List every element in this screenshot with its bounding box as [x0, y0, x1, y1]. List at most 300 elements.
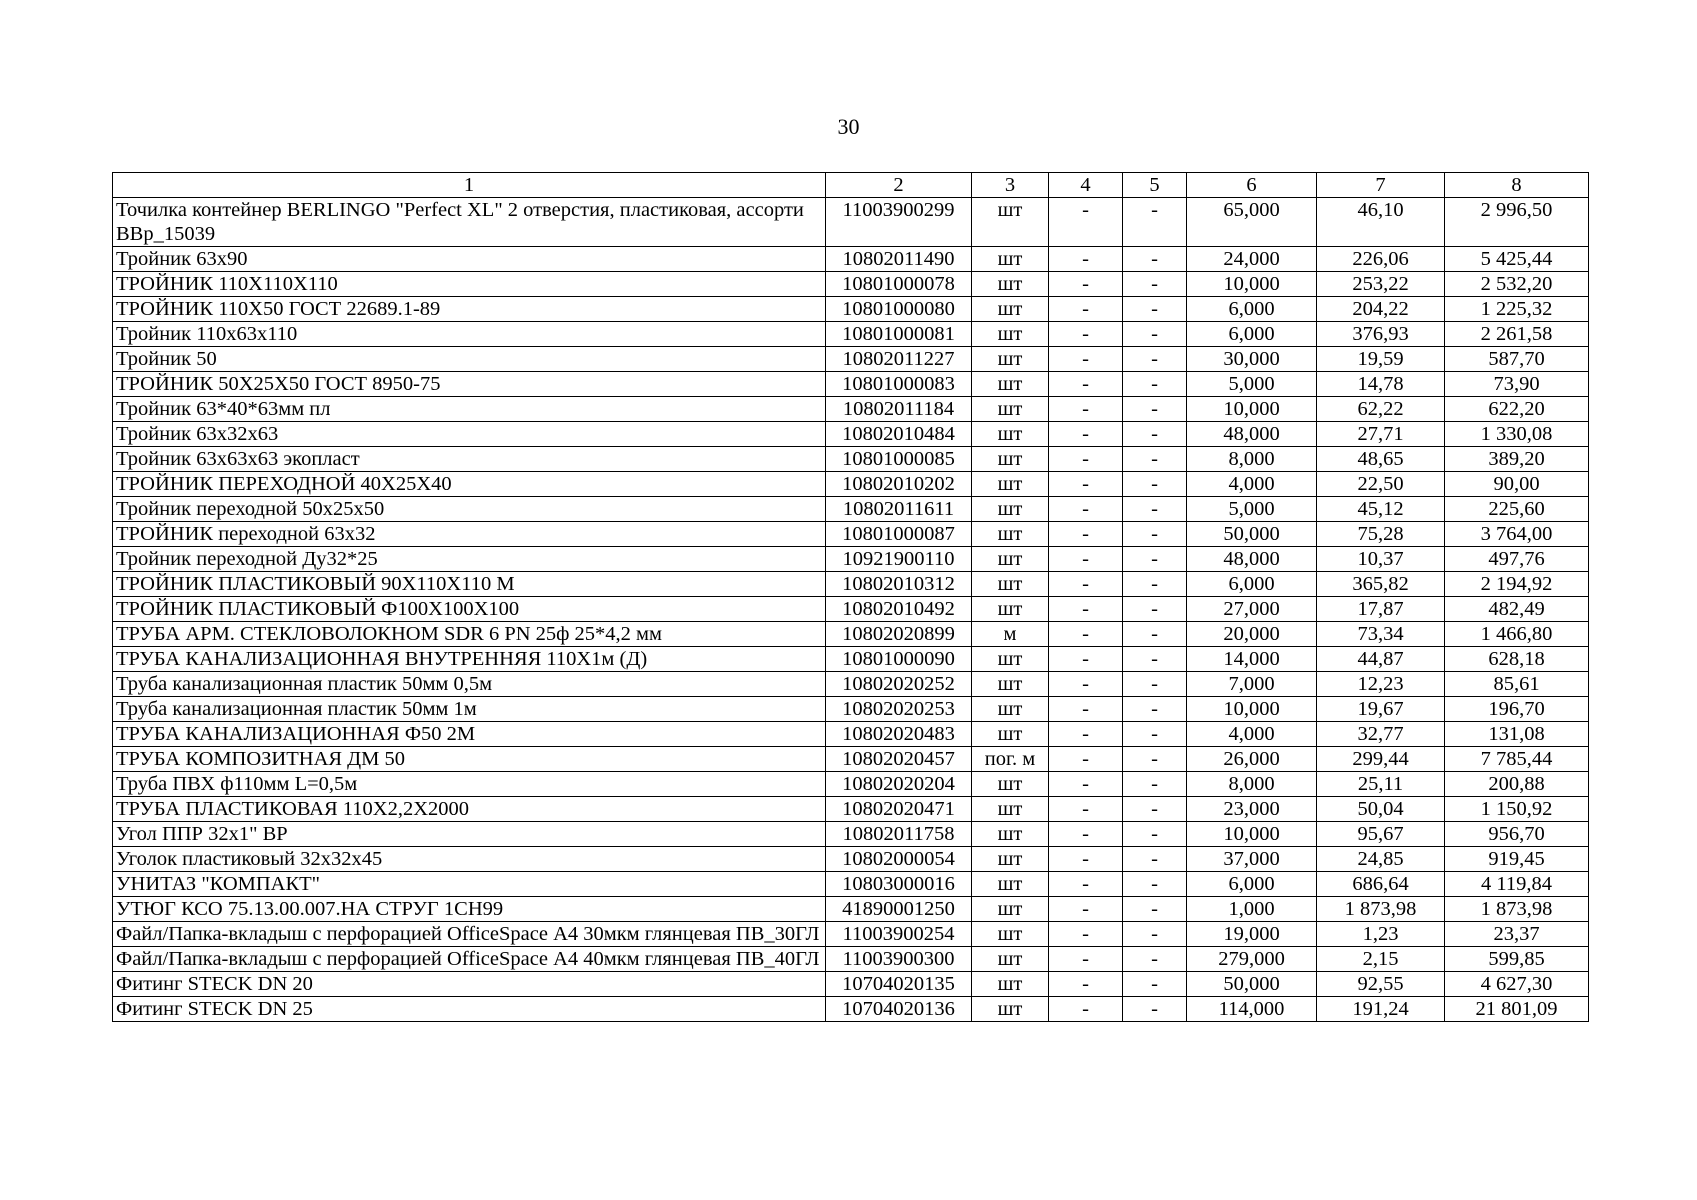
- item-name-cell: ТРОЙНИК ПЛАСТИКОВЫЙ 90Х110Х110 М: [113, 572, 826, 597]
- unit-cell: шт: [972, 347, 1049, 372]
- col4-value-cell: -: [1049, 272, 1123, 297]
- table-body: [113, 173, 1589, 1022]
- col5-value-cell: -: [1123, 347, 1187, 372]
- col5-value-cell: -: [1123, 272, 1187, 297]
- col4-value-cell: -: [1049, 922, 1123, 947]
- price-cell: 17,87: [1317, 597, 1445, 622]
- col4-value-cell: -: [1049, 247, 1123, 272]
- col5-value-cell: -: [1123, 847, 1187, 872]
- col4-value-cell: -: [1049, 522, 1123, 547]
- amount-cell: 1 150,92: [1445, 797, 1589, 822]
- col5-value-cell: -: [1123, 322, 1187, 347]
- price-cell: 10,37: [1317, 547, 1445, 572]
- quantity-cell: 8,000: [1187, 772, 1317, 797]
- col4-value-cell: -: [1049, 422, 1123, 447]
- price-cell: 75,28: [1317, 522, 1445, 547]
- col4-value-cell: -: [1049, 622, 1123, 647]
- unit-cell: шт: [972, 772, 1049, 797]
- amount-cell: 196,70: [1445, 697, 1589, 722]
- price-cell: 27,71: [1317, 422, 1445, 447]
- table-row: [113, 497, 1589, 522]
- amount-cell: 131,08: [1445, 722, 1589, 747]
- amount-cell: 628,18: [1445, 647, 1589, 672]
- unit-cell: шт: [972, 272, 1049, 297]
- table-row: [113, 822, 1589, 847]
- quantity-cell: 6,000: [1187, 297, 1317, 322]
- unit-cell: шт: [972, 697, 1049, 722]
- col5-value-cell: -: [1123, 597, 1187, 622]
- item-code-cell: 11003900254: [826, 922, 972, 947]
- table-row: [113, 747, 1589, 772]
- amount-cell: 587,70: [1445, 347, 1589, 372]
- quantity-cell: 20,000: [1187, 622, 1317, 647]
- item-code-cell: 10801000087: [826, 522, 972, 547]
- item-name-cell: Угол ППР 32х1" ВР: [113, 822, 826, 847]
- price-cell: 25,11: [1317, 772, 1445, 797]
- item-code-cell: 10704020135: [826, 972, 972, 997]
- price-cell: 92,55: [1317, 972, 1445, 997]
- col4-value-cell: -: [1049, 972, 1123, 997]
- item-code-cell: 10802020204: [826, 772, 972, 797]
- column-number-6: 6: [1187, 173, 1317, 198]
- table-row: [113, 247, 1589, 272]
- item-name-cell: Точилка контейнер BERLINGO "Perfect XL" 2 отверстия, пластиковая, ассорти BBp_15039: [113, 198, 826, 247]
- unit-cell: пог. м: [972, 747, 1049, 772]
- amount-cell: 85,61: [1445, 672, 1589, 697]
- amount-cell: 622,20: [1445, 397, 1589, 422]
- item-code-cell: 10802010202: [826, 472, 972, 497]
- item-name-cell: ТРУБА КОМПОЗИТНАЯ ДМ 50: [113, 747, 826, 772]
- price-cell: 44,87: [1317, 647, 1445, 672]
- item-code-cell: 10802020899: [826, 622, 972, 647]
- col4-value-cell: -: [1049, 397, 1123, 422]
- item-name-cell: ТРУБА АРМ. СТЕКЛОВОЛОКНОМ SDR 6 PN 25ф 25*4,2 мм: [113, 622, 826, 647]
- column-number-5: 5: [1123, 173, 1187, 198]
- quantity-cell: 23,000: [1187, 797, 1317, 822]
- column-number-3: 3: [972, 173, 1049, 198]
- unit-cell: шт: [972, 372, 1049, 397]
- item-name-cell: Файл/Папка-вкладыш с перфорацией OfficeSpace А4 40мкм глянцевая ПВ_40ГЛ: [113, 947, 826, 972]
- amount-cell: 90,00: [1445, 472, 1589, 497]
- col4-value-cell: -: [1049, 672, 1123, 697]
- col5-value-cell: -: [1123, 622, 1187, 647]
- col4-value-cell: -: [1049, 897, 1123, 922]
- unit-cell: шт: [972, 247, 1049, 272]
- item-name-cell: Тройник переходной 50х25х50: [113, 497, 826, 522]
- col5-value-cell: -: [1123, 897, 1187, 922]
- price-cell: 299,44: [1317, 747, 1445, 772]
- item-code-cell: 10802011611: [826, 497, 972, 522]
- quantity-cell: 6,000: [1187, 872, 1317, 897]
- table-row: [113, 472, 1589, 497]
- col5-value-cell: -: [1123, 522, 1187, 547]
- amount-cell: 2 261,58: [1445, 322, 1589, 347]
- table-row: [113, 972, 1589, 997]
- price-cell: 365,82: [1317, 572, 1445, 597]
- quantity-cell: 10,000: [1187, 697, 1317, 722]
- amount-cell: 2 194,92: [1445, 572, 1589, 597]
- item-name-cell: Уголок пластиковый 32х32х45: [113, 847, 826, 872]
- col5-value-cell: -: [1123, 447, 1187, 472]
- col4-value-cell: -: [1049, 872, 1123, 897]
- col5-value-cell: -: [1123, 198, 1187, 247]
- amount-cell: 23,37: [1445, 922, 1589, 947]
- col4-value-cell: -: [1049, 947, 1123, 972]
- col5-value-cell: -: [1123, 947, 1187, 972]
- table-row: [113, 198, 1589, 247]
- col5-value-cell: -: [1123, 247, 1187, 272]
- col5-value-cell: -: [1123, 797, 1187, 822]
- col4-value-cell: -: [1049, 198, 1123, 247]
- item-name-cell: Фитинг STECK DN 25: [113, 997, 826, 1022]
- item-name-cell: Тройник 63х90: [113, 247, 826, 272]
- price-cell: 204,22: [1317, 297, 1445, 322]
- price-cell: 50,04: [1317, 797, 1445, 822]
- quantity-cell: 5,000: [1187, 497, 1317, 522]
- table-row: [113, 397, 1589, 422]
- unit-cell: шт: [972, 872, 1049, 897]
- quantity-cell: 10,000: [1187, 272, 1317, 297]
- item-code-cell: 10921900110: [826, 547, 972, 572]
- quantity-cell: 114,000: [1187, 997, 1317, 1022]
- col4-value-cell: -: [1049, 797, 1123, 822]
- price-cell: 12,23: [1317, 672, 1445, 697]
- item-name-cell: Тройник переходной Ду32*25: [113, 547, 826, 572]
- price-cell: 19,59: [1317, 347, 1445, 372]
- unit-cell: шт: [972, 547, 1049, 572]
- unit-cell: шт: [972, 447, 1049, 472]
- price-cell: 95,67: [1317, 822, 1445, 847]
- unit-cell: шт: [972, 847, 1049, 872]
- col5-value-cell: -: [1123, 547, 1187, 572]
- col4-value-cell: -: [1049, 472, 1123, 497]
- table-header-row: [113, 173, 1589, 198]
- quantity-cell: 27,000: [1187, 597, 1317, 622]
- col5-value-cell: -: [1123, 822, 1187, 847]
- table-row: [113, 772, 1589, 797]
- item-name-cell: УНИТАЗ "КОМПАКТ": [113, 872, 826, 897]
- column-number-7: 7: [1317, 173, 1445, 198]
- table-row: [113, 597, 1589, 622]
- col4-value-cell: -: [1049, 547, 1123, 572]
- col4-value-cell: -: [1049, 647, 1123, 672]
- unit-cell: шт: [972, 472, 1049, 497]
- unit-cell: шт: [972, 322, 1049, 347]
- item-name-cell: Тройник 63х63х63 экопласт: [113, 447, 826, 472]
- price-cell: 191,24: [1317, 997, 1445, 1022]
- item-name-cell: ТРОЙНИК ПЕРЕХОДНОЙ 40Х25Х40: [113, 472, 826, 497]
- amount-cell: 1 225,32: [1445, 297, 1589, 322]
- item-code-cell: 10802011490: [826, 247, 972, 272]
- col5-value-cell: -: [1123, 872, 1187, 897]
- price-cell: 45,12: [1317, 497, 1445, 522]
- amount-cell: 4 627,30: [1445, 972, 1589, 997]
- price-cell: 2,15: [1317, 947, 1445, 972]
- quantity-cell: 6,000: [1187, 322, 1317, 347]
- unit-cell: шт: [972, 297, 1049, 322]
- col4-value-cell: -: [1049, 447, 1123, 472]
- col4-value-cell: -: [1049, 772, 1123, 797]
- quantity-cell: 5,000: [1187, 372, 1317, 397]
- col5-value-cell: -: [1123, 672, 1187, 697]
- table-row: [113, 922, 1589, 947]
- table-row: [113, 447, 1589, 472]
- amount-cell: 225,60: [1445, 497, 1589, 522]
- item-code-cell: 10802011758: [826, 822, 972, 847]
- price-cell: 46,10: [1317, 198, 1445, 247]
- amount-cell: 482,49: [1445, 597, 1589, 622]
- col5-value-cell: -: [1123, 722, 1187, 747]
- item-code-cell: 10802020457: [826, 747, 972, 772]
- item-code-cell: 10802020252: [826, 672, 972, 697]
- item-code-cell: 10801000083: [826, 372, 972, 397]
- price-cell: 14,78: [1317, 372, 1445, 397]
- amount-cell: 2 996,50: [1445, 198, 1589, 247]
- item-name-cell: Труба канализационная пластик 50мм 0,5м: [113, 672, 826, 697]
- quantity-cell: 4,000: [1187, 722, 1317, 747]
- table-row: [113, 347, 1589, 372]
- quantity-cell: 4,000: [1187, 472, 1317, 497]
- item-code-cell: 10801000078: [826, 272, 972, 297]
- price-cell: 19,67: [1317, 697, 1445, 722]
- col4-value-cell: -: [1049, 597, 1123, 622]
- price-cell: 32,77: [1317, 722, 1445, 747]
- col5-value-cell: -: [1123, 697, 1187, 722]
- col4-value-cell: -: [1049, 297, 1123, 322]
- table-row: [113, 797, 1589, 822]
- item-name-cell: Фитинг STECK DN 20: [113, 972, 826, 997]
- page-number: 30: [837, 114, 860, 139]
- table-row: [113, 622, 1589, 647]
- amount-cell: 599,85: [1445, 947, 1589, 972]
- quantity-cell: 26,000: [1187, 747, 1317, 772]
- item-code-cell: 10802020483: [826, 722, 972, 747]
- item-name-cell: ТРОЙНИК 110Х110Х110: [113, 272, 826, 297]
- column-number-2: 2: [826, 173, 972, 198]
- col4-value-cell: -: [1049, 822, 1123, 847]
- price-cell: 253,22: [1317, 272, 1445, 297]
- table-row: [113, 422, 1589, 447]
- quantity-cell: 24,000: [1187, 247, 1317, 272]
- column-number-1: 1: [113, 173, 826, 198]
- table-row: [113, 947, 1589, 972]
- amount-cell: 919,45: [1445, 847, 1589, 872]
- col5-value-cell: -: [1123, 572, 1187, 597]
- price-cell: 73,34: [1317, 622, 1445, 647]
- price-cell: 1,23: [1317, 922, 1445, 947]
- item-name-cell: Файл/Папка-вкладыш с перфорацией OfficeSpace А4 30мкм глянцевая ПВ_30ГЛ: [113, 922, 826, 947]
- item-code-cell: 11003900300: [826, 947, 972, 972]
- unit-cell: шт: [972, 397, 1049, 422]
- inventory-table: [112, 172, 1589, 1022]
- unit-cell: шт: [972, 422, 1049, 447]
- item-code-cell: 41890001250: [826, 897, 972, 922]
- quantity-cell: 6,000: [1187, 572, 1317, 597]
- item-code-cell: 10801000085: [826, 447, 972, 472]
- item-name-cell: Тройник 50: [113, 347, 826, 372]
- col5-value-cell: -: [1123, 372, 1187, 397]
- amount-cell: 3 764,00: [1445, 522, 1589, 547]
- col5-value-cell: -: [1123, 922, 1187, 947]
- col4-value-cell: -: [1049, 997, 1123, 1022]
- quantity-cell: 7,000: [1187, 672, 1317, 697]
- item-code-cell: 10802020253: [826, 697, 972, 722]
- table-row: [113, 722, 1589, 747]
- col5-value-cell: -: [1123, 972, 1187, 997]
- item-code-cell: 10801000090: [826, 647, 972, 672]
- quantity-cell: 50,000: [1187, 522, 1317, 547]
- unit-cell: шт: [972, 797, 1049, 822]
- amount-cell: 2 532,20: [1445, 272, 1589, 297]
- col5-value-cell: -: [1123, 472, 1187, 497]
- unit-cell: шт: [972, 497, 1049, 522]
- item-name-cell: Труба канализационная пластик 50мм 1м: [113, 697, 826, 722]
- item-code-cell: 10802010312: [826, 572, 972, 597]
- unit-cell: шт: [972, 947, 1049, 972]
- unit-cell: шт: [972, 722, 1049, 747]
- item-name-cell: ТРУБА КАНАЛИЗАЦИОННАЯ ВНУТРЕННЯЯ 110Х1м (Д): [113, 647, 826, 672]
- quantity-cell: 1,000: [1187, 897, 1317, 922]
- unit-cell: шт: [972, 997, 1049, 1022]
- amount-cell: 389,20: [1445, 447, 1589, 472]
- quantity-cell: 48,000: [1187, 547, 1317, 572]
- item-code-cell: 10801000081: [826, 322, 972, 347]
- unit-cell: м: [972, 622, 1049, 647]
- price-cell: 376,93: [1317, 322, 1445, 347]
- item-name-cell: ТРОЙНИК переходной 63х32: [113, 522, 826, 547]
- table-row: [113, 272, 1589, 297]
- col5-value-cell: -: [1123, 747, 1187, 772]
- item-code-cell: 10802020471: [826, 797, 972, 822]
- amount-cell: 21 801,09: [1445, 997, 1589, 1022]
- column-number-4: 4: [1049, 173, 1123, 198]
- item-code-cell: 10802011184: [826, 397, 972, 422]
- quantity-cell: 8,000: [1187, 447, 1317, 472]
- table-row: [113, 297, 1589, 322]
- col4-value-cell: -: [1049, 497, 1123, 522]
- table-row: [113, 647, 1589, 672]
- col5-value-cell: -: [1123, 772, 1187, 797]
- col5-value-cell: -: [1123, 497, 1187, 522]
- quantity-cell: 30,000: [1187, 347, 1317, 372]
- unit-cell: шт: [972, 972, 1049, 997]
- item-code-cell: 10802000054: [826, 847, 972, 872]
- unit-cell: шт: [972, 922, 1049, 947]
- table-row: [113, 672, 1589, 697]
- col5-value-cell: -: [1123, 647, 1187, 672]
- item-name-cell: Тройник 63х32х63: [113, 422, 826, 447]
- col4-value-cell: -: [1049, 372, 1123, 397]
- table-row: [113, 897, 1589, 922]
- price-cell: 22,50: [1317, 472, 1445, 497]
- unit-cell: шт: [972, 672, 1049, 697]
- quantity-cell: 14,000: [1187, 647, 1317, 672]
- amount-cell: 200,88: [1445, 772, 1589, 797]
- quantity-cell: 10,000: [1187, 397, 1317, 422]
- table-row: [113, 697, 1589, 722]
- item-name-cell: ТРУБА КАНАЛИЗАЦИОННАЯ Ф50 2М: [113, 722, 826, 747]
- quantity-cell: 279,000: [1187, 947, 1317, 972]
- col4-value-cell: -: [1049, 347, 1123, 372]
- unit-cell: шт: [972, 572, 1049, 597]
- item-name-cell: ТРОЙНИК 50Х25Х50 ГОСТ 8950-75: [113, 372, 826, 397]
- quantity-cell: 19,000: [1187, 922, 1317, 947]
- item-name-cell: Тройник 63*40*63мм пл: [113, 397, 826, 422]
- table-row: [113, 547, 1589, 572]
- quantity-cell: 50,000: [1187, 972, 1317, 997]
- item-code-cell: 10802010484: [826, 422, 972, 447]
- quantity-cell: 10,000: [1187, 822, 1317, 847]
- price-cell: 686,64: [1317, 872, 1445, 897]
- col4-value-cell: -: [1049, 747, 1123, 772]
- table-row: [113, 522, 1589, 547]
- item-code-cell: 10801000080: [826, 297, 972, 322]
- unit-cell: шт: [972, 522, 1049, 547]
- item-name-cell: Тройник 110х63х110: [113, 322, 826, 347]
- price-cell: 1 873,98: [1317, 897, 1445, 922]
- price-cell: 48,65: [1317, 447, 1445, 472]
- table-row: [113, 322, 1589, 347]
- amount-cell: 5 425,44: [1445, 247, 1589, 272]
- col5-value-cell: -: [1123, 997, 1187, 1022]
- item-code-cell: 10803000016: [826, 872, 972, 897]
- table-row: [113, 847, 1589, 872]
- amount-cell: 956,70: [1445, 822, 1589, 847]
- amount-cell: 7 785,44: [1445, 747, 1589, 772]
- col4-value-cell: -: [1049, 572, 1123, 597]
- table-row: [113, 372, 1589, 397]
- item-code-cell: 10802010492: [826, 597, 972, 622]
- item-code-cell: 11003900299: [826, 198, 972, 247]
- unit-cell: шт: [972, 198, 1049, 247]
- col4-value-cell: -: [1049, 722, 1123, 747]
- unit-cell: шт: [972, 822, 1049, 847]
- amount-cell: 1 330,08: [1445, 422, 1589, 447]
- col5-value-cell: -: [1123, 397, 1187, 422]
- unit-cell: шт: [972, 597, 1049, 622]
- price-cell: 62,22: [1317, 397, 1445, 422]
- quantity-cell: 65,000: [1187, 198, 1317, 247]
- item-name-cell: УТЮГ КСО 75.13.00.007.НА СТРУГ 1СН99: [113, 897, 826, 922]
- table-row: [113, 997, 1589, 1022]
- item-name-cell: ТРУБА ПЛАСТИКОВАЯ 110Х2,2Х2000: [113, 797, 826, 822]
- unit-cell: шт: [972, 897, 1049, 922]
- quantity-cell: 37,000: [1187, 847, 1317, 872]
- quantity-cell: 48,000: [1187, 422, 1317, 447]
- item-code-cell: 10802011227: [826, 347, 972, 372]
- col4-value-cell: -: [1049, 322, 1123, 347]
- column-number-8: 8: [1445, 173, 1589, 198]
- amount-cell: 73,90: [1445, 372, 1589, 397]
- amount-cell: 1 466,80: [1445, 622, 1589, 647]
- col4-value-cell: -: [1049, 847, 1123, 872]
- item-code-cell: 10704020136: [826, 997, 972, 1022]
- table-row: [113, 872, 1589, 897]
- price-cell: 24,85: [1317, 847, 1445, 872]
- price-cell: 226,06: [1317, 247, 1445, 272]
- amount-cell: 1 873,98: [1445, 897, 1589, 922]
- item-name-cell: ТРОЙНИК ПЛАСТИКОВЫЙ Ф100Х100Х100: [113, 597, 826, 622]
- col5-value-cell: -: [1123, 422, 1187, 447]
- item-name-cell: Труба ПВХ ф110мм L=0,5м: [113, 772, 826, 797]
- unit-cell: шт: [972, 647, 1049, 672]
- col4-value-cell: -: [1049, 697, 1123, 722]
- amount-cell: 4 119,84: [1445, 872, 1589, 897]
- item-name-cell: ТРОЙНИК 110Х50 ГОСТ 22689.1-89: [113, 297, 826, 322]
- table-row: [113, 572, 1589, 597]
- amount-cell: 497,76: [1445, 547, 1589, 572]
- col5-value-cell: -: [1123, 297, 1187, 322]
